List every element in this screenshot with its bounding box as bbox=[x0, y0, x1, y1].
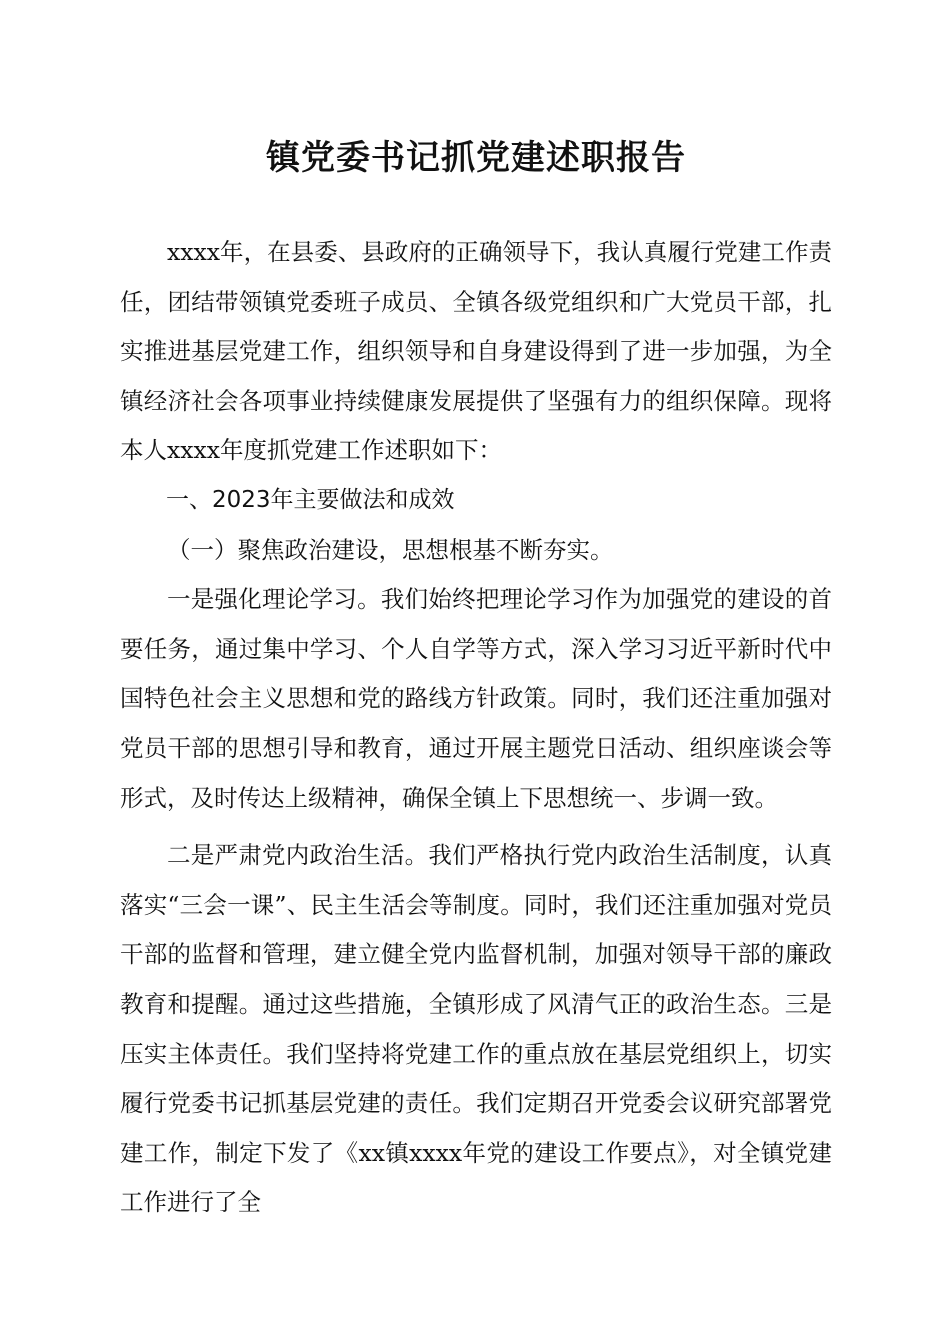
intro-paragraph: xxxx年，在县委、县政府的正确领导下，我认真履行党建工作责任，团结带领镇党委班子成员、全镇各级党组织和广大党员干部，扎实推进基层党建工作，组织领导和自身建设得到了进一步加强，为全镇经济社会各项事业持续健康发展提供了坚强有力的组织保障。现将本人xxxx年度抓党建工作述职如下： bbox=[120, 238, 832, 465]
document-title: 镇党委书记抓党建述职报告 bbox=[266, 138, 686, 178]
document-body bbox=[120, 228, 832, 1228]
paragraph-spacer bbox=[120, 823, 832, 831]
section-heading: 一、2023年主要做法和成效 bbox=[166, 486, 455, 513]
body-paragraph-2: 二是严肃党内政治生活。我们严格执行党内政治生活制度，认真落实“三会一课”、民主生活会等制度。同时，我们还注重加强对党员干部的监督和管理，建立健全党内监督机制，加强对领导干部的廉政教育和提醒。通过这些措施，全镇形成了风清气正的政治生态。三是压实主体责任。我们坚持将党建工作的重点放在基层党组织上，切实履行党委书记抓基层党建的责任。我们定期召开党委会议研究部署党建工作，制定下发了《xx镇xxxx年党的建设工作要点》，对全镇党建工作进行了全 bbox=[120, 841, 832, 1217]
body-paragraph-1: 一是强化理论学习。我们始终把理论学习作为加强党的建设的首要任务，通过集中学习、个人自学等方式，深入学习习近平新时代中国特色社会主义思想和党的路线方针政策。同时，我们还注重加强对党员干部的思想引导和教育，通过开展主题党日活动、组织座谈会等形式，及时传达上级精神，确保全镇上下思想统一、步调一致。 bbox=[120, 585, 832, 812]
subsection-heading: （一）聚焦政治建设，思想根基不断夯实。 bbox=[167, 535, 614, 564]
